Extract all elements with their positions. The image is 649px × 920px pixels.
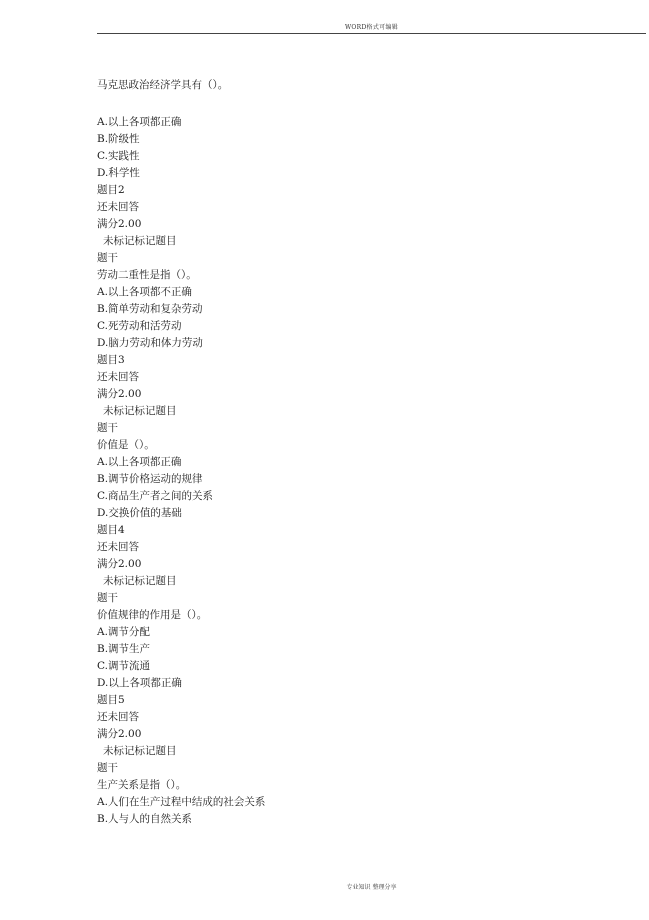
question-number: 题目3 [97,354,125,366]
header-divider [97,33,646,34]
question-number: 题目5 [97,694,125,706]
question-score: 满分2.00 [97,388,142,400]
question-status: 还未回答 [97,541,139,553]
stem-label: 题干 [97,252,118,264]
option-b: B.阶级性 [97,133,140,145]
question-status: 还未回答 [97,371,139,383]
stem-label: 题干 [97,422,118,434]
option-d: D.交换价值的基础 [97,507,182,519]
flag-question-link[interactable]: 未标记标记题目 [103,235,177,247]
option-b: B.简单劳动和复杂劳动 [97,303,203,315]
stem-label: 题干 [97,592,118,604]
option-c: C.死劳动和活劳动 [97,320,182,332]
question-stem: 价值是（）。 [97,439,155,451]
page-footer: 专业知识 整理分享 [346,884,397,891]
option-d: D.脑力劳动和体力劳动 [97,337,203,349]
option-a: A.调节分配 [97,626,150,638]
question-4 [97,522,617,692]
option-b: B.调节生产 [97,643,151,655]
question-score: 满分2.00 [97,728,142,740]
option-a: A.以上各项都正确 [97,456,182,468]
option-d: D.以上各项都正确 [97,677,182,689]
question-stem: 生产关系是指（）。 [97,779,187,791]
stem-label: 题干 [97,762,118,774]
question-status: 还未回答 [97,201,139,213]
question-number: 题目2 [97,184,125,196]
option-a: A.以上各项都不正确 [97,286,192,298]
option-d: D.科学性 [97,167,140,179]
option-c: C.调节流通 [97,660,150,672]
question-score: 满分2.00 [97,558,142,570]
option-b: B.调节价格运动的规律 [97,473,203,485]
page-header: WORD格式可编辑 [344,24,399,31]
question-number: 题目4 [97,524,125,536]
question-3 [97,352,617,522]
option-c: C.商品生产者之间的关系 [97,490,213,502]
flag-question-link[interactable]: 未标记标记题目 [103,745,177,757]
flag-question-link[interactable]: 未标记标记题目 [103,405,177,417]
option-a: A.以上各项都正确 [97,116,182,128]
question-status: 还未回答 [97,711,139,723]
question-score: 满分2.00 [97,218,142,230]
flag-question-link[interactable]: 未标记标记题目 [103,575,177,587]
question-2 [97,182,617,352]
intro-question: 马克思政治经济学具有（）。 [97,79,229,91]
option-c: C.实践性 [97,150,140,162]
question-stem: 劳动二重性是指（）。 [97,269,197,281]
question-stem: 价值规律的作用是（）。 [97,609,208,621]
document-body [97,77,617,828]
question-1-options [97,114,617,182]
option-b: B.人与人的自然关系 [97,813,193,825]
question-5 [97,692,617,828]
option-a: A.人们在生产过程中结成的社会关系 [97,796,266,808]
